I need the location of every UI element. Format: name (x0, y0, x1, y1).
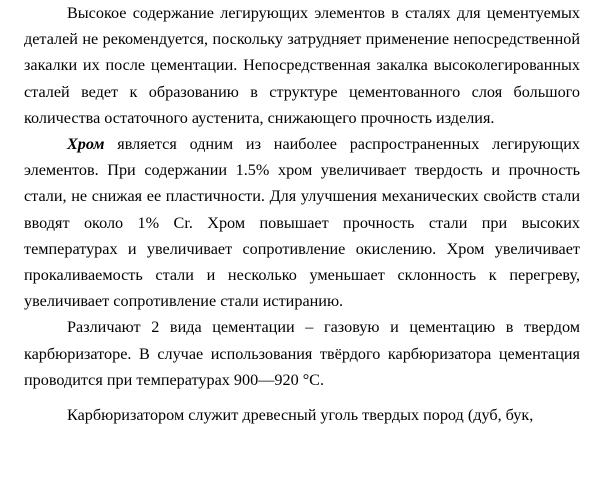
paragraph-carburizer (24, 402, 580, 428)
document-page (24, 0, 580, 428)
paragraph-text: является одним из наиболее распространенных легирующих элементов. При содержании 1.5% хром увеличивает твердость и прочность стали, не снижая ее пластичности. Для улучшения механических свойств стали вводят около 1% Cr. Хром повышает прочность стали при высоких температурах и увеличивает сопротивление окислению. Хром увеличивает прокаливаемость стали и несколько уменьшает склонность к перегреву, увеличивает сопротивление стали истиранию. (24, 135, 580, 311)
paragraph-alloying-content (24, 0, 580, 131)
paragraph-text: Различают 2 вида цементации – газовую и цементацию в твердом карбюризаторе. В случае использования твёрдого карбюризатора цементация проводится при температурах 900—920 °C. (24, 318, 580, 389)
paragraph-chromium (24, 131, 580, 314)
paragraph-text: Высокое содержание легирующих элементов в сталях для цементуемых деталей не рекомендуется, поскольку затрудняет применение непосредственной закалки их после цементации. Непосредственная закалка высоколегированных сталей ведет к образованию в структуре цементованного слоя большого количества остаточного аустенита, снижающего прочность изделия. (24, 4, 580, 127)
term-chromium: Хром (67, 135, 105, 154)
paragraph-text: Карбюризатором служит древесный уголь твердых пород (дуб, бук, (67, 406, 534, 425)
paragraph-carburizing-types (24, 314, 580, 393)
